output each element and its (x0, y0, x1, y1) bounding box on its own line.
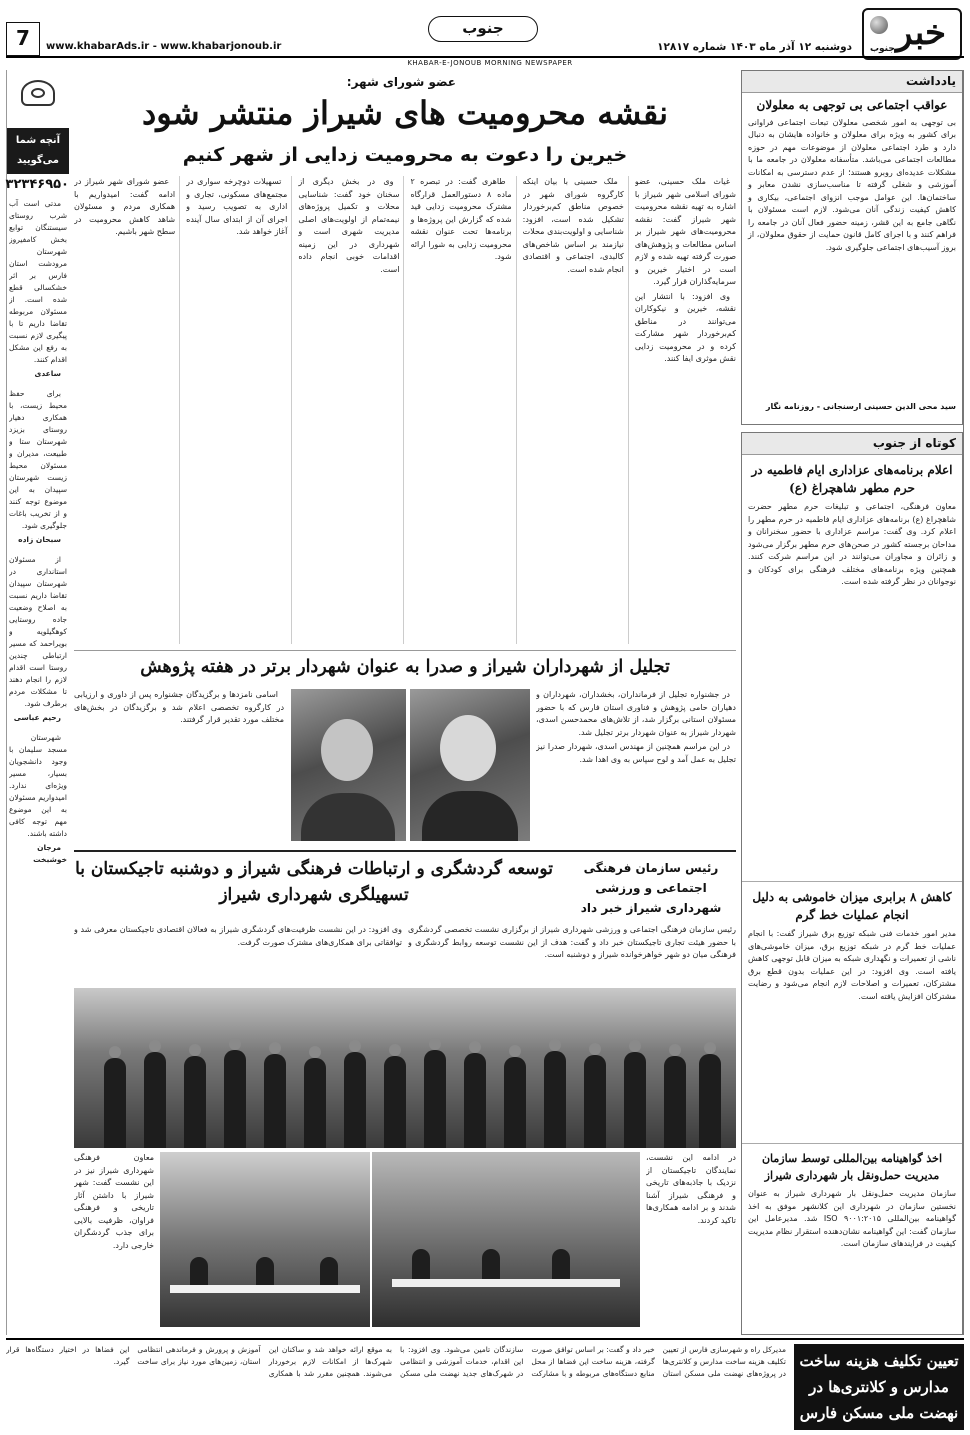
short-news-body: مدیر امور خدمات فنی شبکه توزیع برق شیراز گفت: با انجام عملیات خط گرم در شبکه توزیع برق، میزان خاموشی‌های ناشی از تعمیرات و نگهداری شبکه به میزان قابل توجهی کاهش یافته است. وی افزود: در این عملیات بدون قطع برق مشترکان، تعمیرات و اصلاحات لازم انجام می‌شود و رضایت مشترکان افزایش یافته است. (747, 929, 956, 1001)
editorial-label: یادداشت (742, 71, 962, 93)
short-news-title: اعلام برنامه‌های عزاداری ایام فاطمیه در حرم مطهر شاهچراغ (ع) (751, 463, 953, 496)
bottom-story (6, 1342, 964, 1432)
right-column (742, 70, 964, 1335)
lead-paragraph: غیاث ملک حسینی، عضو شورای اسلامی شهر شیراز با اشاره به تهیه نقشه محرومیت شهر شیراز گفت: نقشه محرومیت‌های شهر شیراز بر اساس مطالعات و پژوهش‌های صورت گرفته تهیه شده و لازم است در اختیار خیرین و سرمایه‌گذاران قرار گیرد. (634, 177, 736, 286)
logo-sub: جنوب (870, 43, 895, 54)
editorial-title: عواقب اجتماعی بی توجهی به معلولان (756, 98, 948, 113)
short-news-title: کاهش ۸ برابری میزان خاموشی به دلیل انجام عملیات خط گرم (742, 881, 962, 928)
left-sidebar (6, 70, 68, 1335)
meeting-photo (372, 1152, 640, 1327)
lead-paragraph: عضو شورای شهر شیراز در ادامه گفت: امیدواریم با همکاری مردم و مسئولان شاهد کاهش محرومیت در سطح شهر باشیم. (73, 177, 176, 236)
message-author: رحیم عباسی (13, 713, 61, 722)
portrait-photo (410, 689, 530, 841)
research-headline: تجلیل از شهرداران شیراز و صدرا به عنوان شهردار برتر در هفته پژوهش (140, 657, 670, 677)
sidebar-phone: ۳۲۳۴۶۹۵۰ (5, 177, 69, 192)
tourism-paragraph: وی افزود: در این نشست ظرفیت‌های گردشگری شیراز به فعالان اقتصادی تاجیکستان معرفی شد و توافقاتی برای همکاری‌های مشترک صورت گرفت. (74, 925, 402, 947)
research-paragraph: اسامی نامزدها و برگزیدگان جشنواره پس از داوری و ارزیابی در کارگروه تخصصی اعلام شد و برگزیدگان در بخش‌های مختلف مورد تقدیر قرار گرفتند. (74, 690, 284, 724)
research-text-right (536, 689, 736, 841)
lead-column (635, 176, 736, 644)
english-name: KHABAR-E-JONOUB MORNING NEWSPAPER (370, 58, 610, 68)
sidebar-title-box (7, 128, 69, 174)
message-text: شهرستان مسجد سلیمان با وجود دانشجویان بسیار، مسیر ویژه‌ای ندارد. امیدواریم مسئولان به این موضوع مهم توجه کافی داشته باشند. (9, 733, 67, 838)
tourism-side-title: رئیس سازمان فرهنگی اجتماعی و ورزشی شهرداری شیراز خبر داد (580, 861, 722, 915)
group-photo (74, 988, 736, 1148)
bottom-body: مدیرکل راه و شهرسازی فارس از تعیین تکلیف هزینه ساخت مدارس و کلانتری‌ها در پروژه‌های نهضت ملی مسکن استان خبر داد و گفت: بر اساس توافق صورت گرفته، هزینه ساخت این فضاها از محل منابع دستگاه‌های مربوطه و با مشارکت سازندگان تامین می‌شود. وی افزود: با این اقدام، خدمات آموزشی و انتظامی در شهرک‌های جدید نهضت ملی مسکن به موقع ارائه خواهد شد و ساکنان این شهرک‌ها از امکانات لازم برخوردار می‌شوند. همچنین مقرر شد با همکاری آموزش و پرورش و فرماندهی انتظامی استان، زمین‌های مورد نیاز برای ساخت این فضاها در اختیار دستگاه‌ها قرار گیرد. (6, 1345, 786, 1378)
research-paragraph: در این مراسم همچنین از مهندس اسدی، شهردار صدرا نیز تجلیل به عمل آمد و لوح سپاس به وی اهدا شد. (536, 742, 736, 764)
message-author: سبحان زاده (18, 535, 61, 544)
message-text: از مسئولان استانداری در شهرستان سپیدان تقاضا داریم نسبت به اصلاح وضعیت جاده روستایی کوهگیلویه و بویراحمد که مسیر ارتباطی چندین روستا است اقدام لازم را انجام دهند تا مشکلات مردم برطرف شود. (9, 555, 67, 708)
globe-icon (870, 16, 888, 34)
tourism-paragraph: رئیس سازمان فرهنگی اجتماعی و ورزشی شهرداری شیراز از برگزاری نشست تخصصی گردشگری با حضور هیئت تجاری تاجیکستان خبر داد و گفت: هدف از این نشست توسعه روابط گردشگری و فرهنگی میان دو شهر خواهرخوانده شیراز و دوشنبه است. (408, 925, 736, 959)
lead-subheadline: خیرین را دعوت به محرومیت زدایی از شهر کنیم (182, 144, 628, 166)
short-news-title: اخذ گواهینامه بین‌المللی توسط سازمان مدیریت حمل‌ونقل بار شهرداری شیراز (742, 1143, 962, 1188)
tourism-intro-columns (74, 924, 736, 984)
section-tab (428, 16, 538, 42)
page-number: 7 (16, 26, 30, 50)
lead-column (74, 176, 180, 644)
short-news-box (741, 432, 963, 1335)
lead-columns (74, 176, 736, 644)
research-story (74, 650, 736, 845)
research-paragraph: در جشنواره تجلیل از فرمانداران، بخشداران، شهرداران و دهیاران حامی پژوهش و فناوری استان فارس که با حضور مسئولان استانی برگزار شد، از تلاش‌های محمدحسن اسدی، شهردار شیراز به عنوان شهردار برتر تجلیل شد. (536, 690, 736, 737)
tourism-headline: توسعه گردشگری و ارتباطات فرهنگی شیراز و دوشنبه تاجیکستان با تسهیلگری شهرداری شیراز (75, 859, 553, 905)
lead-column (298, 176, 404, 644)
lead-headline: نقشه محرومیت های شیراز منتشر شود (141, 94, 668, 132)
lead-paragraph: طاهری گفت: در تبصره ۲ ماده ۸ دستورالعمل قرارگاه مشترک محرومیت زدایی قید شده که گزارش این پروژه‌ها و برنامه‌ها تحت عنوان نقشه محرومیت زدایی به شورا ارائه شود. (410, 177, 512, 261)
lead-story (74, 72, 736, 647)
editorial-body: بی توجهی به امور شخصی معلولان تبعات اجتماعی فراوانی برای کشور به ویژه برای معلولان و خانواده هایشان به دنبال دارد و طرد اجتماعی معلولان از موضوعات مهم در حوزه مطالعات اجتماعی می‌باشد. متأسفانه معلولان در جامعه ما با مشکلات عدیده‌ای روبرو هستند؛ از عدم دسترسی به امکانات آموزشی و شغلی گرفته تا مناسب‌سازی نشدن معابر و ساختمان‌ها. این عوامل موجب انزوای اجتماعی، بیکاری و کاهش کیفیت زندگی آنان می‌شود. لازم است مسئولان با نگاهی جامع به این قشر، زمینه حضور فعال آنان در جامعه را فراهم کنند و با اجرای کامل قانون حمایت از حقوق معلولان، از بروز آسیب‌های اجتماعی جلوگیری شود. (748, 117, 956, 252)
page-number-box (6, 22, 40, 56)
research-text-left (74, 689, 284, 841)
tourism-text-left: معاون فرهنگی شهرداری شیراز نیز در این نشست گفت: شهر شیراز با داشتن آثار تاریخی و فرهنگی فراوان، ظرفیت بالایی برای جذب گردشگران خارجی دارد. (74, 1153, 154, 1250)
lead-column (523, 176, 629, 644)
message-author: ساعدی (34, 369, 61, 378)
sidebar-title: آنچه شما می‌گویید (15, 135, 61, 166)
lead-paragraph: ملک حسینی با بیان اینکه کارگروه شورای شهر در خصوص مناطق کم‌برخوردار تشکیل شده است، افزود: شناسایی و اولویت‌بندی محلات نیازمند بر اساس شاخص‌های کالبدی، اجتماعی و اقتصادی انجام شده است. (522, 177, 624, 274)
short-news-body: سازمان مدیریت حمل‌ونقل بار شهرداری شیراز به عنوان نخستین سازمان در شهرداری این کلانشهر موفق به اخذ گواهینامه بین‌المللی ISO ۹۰۰۱:۲۰۱۵ شد. مدیرعامل این سازمان گفت: این گواهینامه نشان‌دهنده استقرار نظام مدیریت کیفیت در فرایندهای سازمان است. (748, 1189, 957, 1249)
logo-text: خبر (895, 13, 946, 53)
bottom-headline: تعیین تکلیف هزینه ساخت مدارس و کلانتری‌ها در نهضت ملی مسکن فارس (799, 1352, 959, 1422)
telephone-icon (21, 80, 55, 106)
tourism-story (74, 850, 736, 1335)
short-news-body: معاون فرهنگی، اجتماعی و تبلیغات حرم مطهر حضرت شاهچراغ (ع) برنامه‌های عزاداری ایام فاطمیه در حرم مطهر را اعلام کرد. وی گفت: مراسم عزاداری با حضور سخنرانان و مداحان برجسته کشور در صحن‌های حرم مطهر برگزار می‌شود و زائران و مجاوران می‌توانند در این مراسم شرکت کنند. همچنین ویژه برنامه‌های مختلف فرهنگی برای کودکان و نوجوانان در نظر گرفته شده است. (748, 502, 956, 587)
bottom-headline-box (794, 1344, 964, 1430)
message-text: مدتی است آب شرب روستای سیستنگان توابع بخش کامفیروز شهرستان مرودشت استان فارس بر اثر خشکسالی قطع شده است. از مسئولان مربوطه تقاضا داریم تا با پیگیری لازم نسبت به رفع این مشکل اقدام کنند. (9, 199, 67, 364)
lead-kicker: عضو شورای شهر: (346, 75, 456, 89)
tourism-text-right: در ادامه این نشست، نمایندگان تاجیکستان از نزدیک با جاذبه‌های تاریخی و فرهنگی شیراز آشنا شدند و بر ادامه همکاری‌ها تاکید کردند. (646, 1153, 736, 1225)
date-issue: دوشنبه ۱۲ آذر ماه ۱۴۰۳ شماره ۱۲۸۱۷ (657, 41, 852, 53)
section-label: جنوب (462, 19, 504, 37)
lead-column (410, 176, 516, 644)
message-text: برای حفظ محیط زیست، با همکاری دهیار روستای بزیزد شهرستان ستا و طبیعت، مدیران و مسئولان محیط زیست شهرستان سپیدان به این موضوع توجه کنند و از تخریب باغات جلوگیری شود. (9, 389, 67, 530)
editorial-author: سید محی الدین حسینی ارسنجانی - روزنامه نگار (765, 401, 956, 411)
meeting-photo (160, 1152, 370, 1327)
masthead (0, 0, 970, 70)
short-news-label: کوتاه از جنوب (742, 433, 962, 455)
lead-paragraph: تسهیلات دوچرخه سواری در مجتمع‌های مسکونی، تجاری و اداری به تصویب رسید و اجرای آن از ابتدای سال آینده آغاز خواهد شد. (186, 177, 288, 236)
logo (862, 8, 962, 60)
portrait-photo (291, 689, 406, 841)
editorial-box (741, 70, 963, 425)
lead-paragraph: وی افزود: با انتشار این نقشه، خیرین و نیکوکاران می‌توانند در مناطق کم‌برخوردار شهر مشارکت کرده و در محرومیت زدایی نقش موثری ایفا کنند. (634, 291, 736, 363)
sidebar-messages (9, 198, 67, 918)
lead-column (186, 176, 292, 644)
lead-paragraph: وی در بخش دیگری از سخنان خود گفت: شناسایی محلات و تکمیل پروژه‌های نیمه‌تمام از اولویت‌های اصلی مدیریت شهری است و شهرداری در این زمینه اقدامات خوبی انجام داده است. (298, 177, 400, 274)
message-author: مرجان خوشبخت (33, 843, 67, 864)
websites: www.khabarAds.ir - www.khabarjonoub.ir (46, 41, 282, 52)
